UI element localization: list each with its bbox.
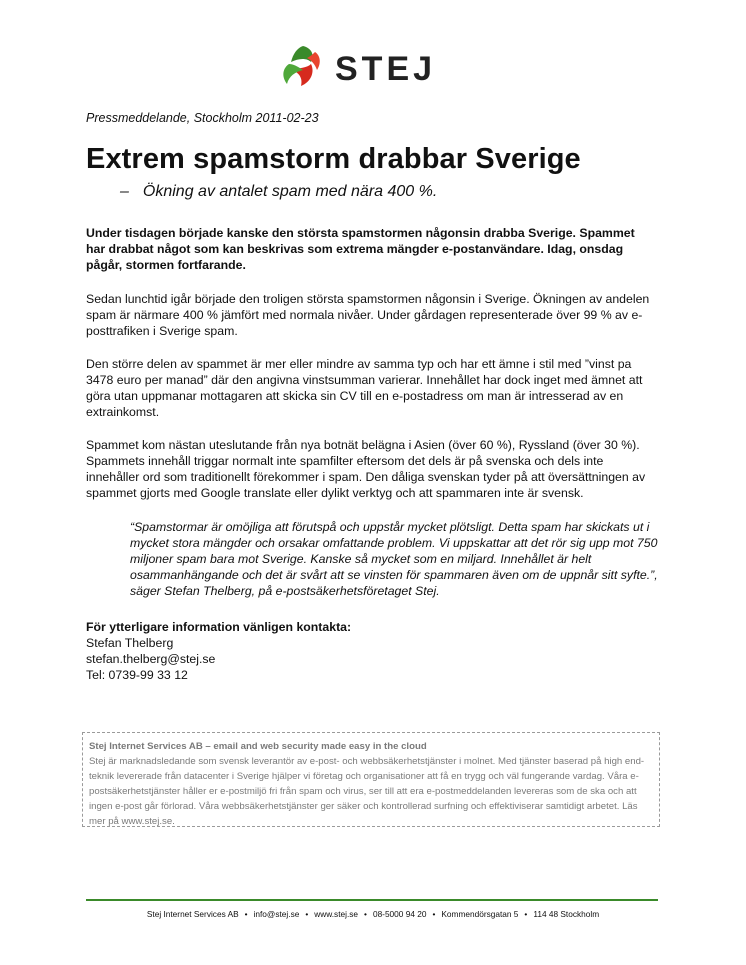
footer-separator: • [244,909,248,919]
subheadline-text: Ökning av antalet spam med nära 400 %. [142,183,438,200]
footer-separator: • [305,909,309,919]
footer-separator: • [364,909,367,919]
quote-paragraph: “Spamstormar är omöjliga att förutspå och uppstår mycket plötsligt. Detta spam har skickats ut i mycket stora mängder och orsakar omfattande problem. Vi uppskattar att det rör sig upp mot 750 miljoner spam bara mot Sverige. Kanske så mycket som en miljard. Innehållet är helt osammanhängande och det är svårt att se vinsten för spammaren även om de uppnår sitt syfte.”, säger Stefan Thelberg, på e-postsäkerhetsföretaget Stej. [130,520,658,598]
dateline: Pressmeddelande, Stockholm 2011-02-23 [86,111,319,125]
contact-email[interactable]: stefan.thelberg@stej.se [86,652,216,666]
logo-wordmark: STEJ [335,50,437,88]
stej-logo [275,42,475,92]
body-paragraph-3: Spammet kom nästan uteslutande från nya botnät belägna i Asien (över 60 %), Ryssland (över 30 %). Spammets innehåll triggar normalt inte spamfilter eftersom det dels är på svenska och dels inte innehåller ord som traditionellt förekommer i spam. Den dåliga svenskan tyder på att översättningen av spammet gjorts med Google translate eller dylikt verktyg och att spammaren inte är svensk. [86,438,646,500]
footer-website[interactable]: www.stej.se [314,909,359,919]
company-boilerplate-box [82,732,660,827]
footer-phone: 08-5000 94 20 [372,909,427,919]
stej-logo-icon [275,42,475,92]
contact-phone: Tel: 0739-99 33 12 [86,668,188,682]
body-paragraph-2: Den större delen av spammet är mer eller mindre av samma typ och har ett ämne i stil med ”vinst pa 3478 euro per manad” där den angivna vinstsumman varierar. Innehållet har dock inget med ämnet att göra utan uppmanar mottagaren att skicka sin CV till en e-postadress om man är intresserad av en extrainkomst. [86,357,643,419]
footer-separator: • [524,909,528,919]
footer-divider [86,899,658,901]
subheadline-dash: – [120,183,129,200]
headline: Extrem spamstorm drabbar Sverige [86,143,581,175]
footer-company: Stej Internet Services AB [146,909,239,919]
footer-email[interactable]: info@stej.se [253,909,300,919]
contact-block [86,619,351,683]
body-paragraph-1: Sedan lunchtid igår började den troligen största spamstormen någonsin i Sverige. Ökningen av andelen spam är närmare 400 % jämfört med normala nivåer. Under gårdagen representerade över 99 % av e-posttrafiken i Sverige spam. [86,292,650,338]
footer-city: 114 48 Stockholm [533,909,600,919]
footer-separator: • [432,909,436,919]
footer-street: Kommendörsgatan 5 [441,909,519,919]
contact-name: Stefan Thelberg [86,636,174,650]
page-footer [0,909,746,919]
contact-heading: För ytterligare information vänligen kontakta: [86,620,352,634]
boilerplate-heading: Stej Internet Services AB – email and web security made easy in the cloud [89,741,427,752]
lead-paragraph: Under tisdagen började kanske den största spamstormen någonsin drabba Sverige. Spammet har drabbat något som kan beskrivas som extrema mängder e-postanvändare. Idag, onsdag pågår, stormen fortfarande. [86,226,635,272]
boilerplate-body: Stej är marknadsledande som svensk leverantör av e-post- och webbsäkerhetstjänster i molnet. Med tjänster baserad på high end-teknik levererade från datacenter i Sverige hjälper vi företag och organisationer att få en trygg och väl fungerande vardag. Våra e-postsäkerhetstjänster håller er e-postmiljö fri från spam och virus, ser till att era e-postmeddelanden levereras som de ska och att ingen e-post går förlorad. Våra webbsäkerhetstjänster ger säker och kontrollerad surfning och effektiviserar samtidigt arbetet. Läs mer på www.stej.se. [89,756,645,827]
subheadline [120,183,437,201]
